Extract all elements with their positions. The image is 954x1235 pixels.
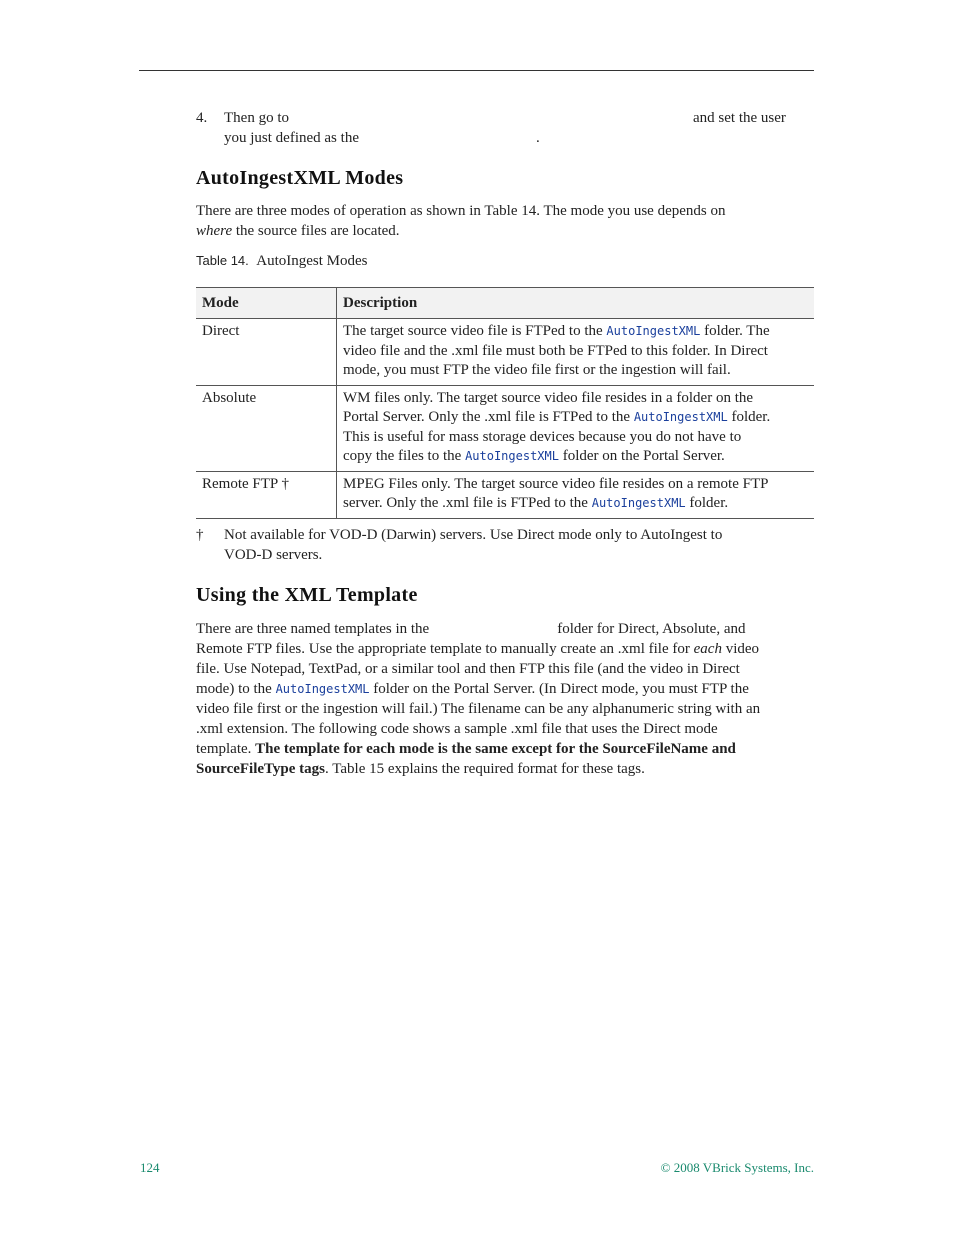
modes-intro — [196, 201, 816, 241]
paragraph-line — [196, 679, 816, 699]
code-folder-name: AutoIngestXML — [591, 496, 686, 510]
paragraph-line: .xml extension. The following code shows a sample .xml file that uses the Direct mode — [196, 721, 718, 737]
column-header-mode: Mode — [196, 288, 337, 319]
copyright: © 2008 VBrick Systems, Inc. — [660, 1160, 814, 1175]
description-cell — [337, 319, 815, 386]
paragraph-line — [196, 619, 816, 639]
text: Remote FTP files. Use the appropriate template to manually create an .xml file for — [196, 641, 694, 657]
text: folder. The — [700, 323, 770, 339]
step-line-1-end: and set the user — [693, 110, 786, 126]
footnote-line: Not available for VOD-D (Darwin) servers. Use Direct mode only to AutoIngest to — [224, 527, 723, 543]
step-text: Then go to — [224, 110, 289, 126]
bold-text: SourceFileType tags — [196, 761, 326, 777]
description-cell — [337, 471, 815, 518]
code-folder-name: AutoIngestXML — [633, 410, 728, 424]
modes-table — [196, 287, 814, 519]
text: folder for Direct, Absolute, and — [557, 621, 746, 637]
paragraph-line: video file first or the ingestion will fail.) The filename can be any alphanumeric string with an — [196, 701, 761, 717]
bold-text: The template for each mode is the same except for the SourceFileName and — [255, 741, 736, 757]
table-caption — [196, 251, 368, 271]
description-line: MPEG Files only. The target source video file resides on a remote FTP — [343, 475, 769, 492]
xml-template-paragraph — [196, 619, 816, 779]
description-line: video file and the .xml file must both be FTPed to this folder. In Direct — [343, 342, 768, 359]
paragraph-line: file. Use Notepad, TextPad, or a similar tool and then FTP this file (and the video in Direct — [196, 661, 740, 677]
text: template. — [196, 741, 256, 757]
intro-text: the source files are located. — [232, 223, 400, 239]
text: folder on the Portal Server. — [558, 448, 725, 464]
description-line — [343, 447, 808, 467]
table-caption-title: AutoIngest Modes — [256, 253, 368, 269]
description-line: mode, you must FTP the video file first or the ingestion will fail. — [343, 362, 731, 378]
page-number: 124 — [140, 1160, 160, 1175]
description-line — [343, 494, 808, 514]
step-line-2: you just defined as the — [224, 130, 359, 146]
section-heading-xml-template: Using the XML Template — [196, 584, 418, 606]
emphasis: each — [693, 641, 722, 657]
description-line: This is useful for mass storage devices because you do not have to — [343, 428, 742, 445]
code-folder-name: AutoIngestXML — [465, 449, 559, 463]
intro-line: There are three modes of operation as shown in Table 14. The mode you use depends on — [196, 203, 726, 219]
text: The target source video file is FTPed to the — [343, 323, 607, 339]
text: . Table 15 explains the required format for these tags. — [325, 761, 645, 777]
footnote-line: VOD-D servers. — [224, 547, 323, 563]
paragraph-line — [196, 639, 816, 659]
intro-line — [196, 221, 816, 241]
text: Portal Server. Only the .xml file is FTPed to the — [343, 409, 634, 425]
text: folder. — [727, 409, 771, 425]
table-row — [196, 385, 814, 471]
table-row — [196, 471, 814, 518]
code-folder-name: AutoIngestXML — [275, 682, 370, 696]
emphasis: where — [196, 223, 233, 239]
text: mode) to the — [196, 681, 276, 697]
header-rule — [139, 70, 814, 71]
mode-cell: Remote FTP † — [196, 471, 337, 518]
description-cell — [337, 385, 815, 471]
paragraph-line — [196, 759, 816, 779]
text: There are three named templates in the — [196, 621, 430, 637]
description-line — [343, 322, 808, 342]
description-line — [343, 408, 808, 428]
text: folder. — [685, 495, 729, 511]
text: copy the files to the — [343, 448, 466, 464]
section-heading-modes: AutoIngestXML Modes — [196, 167, 404, 189]
table-row — [196, 319, 814, 386]
code-folder-name: AutoIngestXML — [606, 324, 701, 338]
table-caption-label: Table 14. — [196, 253, 249, 268]
text: video — [721, 641, 760, 657]
text: server. Only the .xml file is FTPed to the — [343, 495, 592, 511]
mode-cell: Direct — [196, 319, 337, 386]
step-line-1 — [224, 108, 289, 128]
column-header-description: Description — [337, 288, 815, 319]
step-number: 4. — [196, 110, 208, 126]
dagger-symbol: † — [196, 527, 204, 543]
description-line: WM files only. The target source video file resides in a folder on the — [343, 389, 754, 406]
mode-cell: Absolute — [196, 385, 337, 471]
text: folder on the Portal Server. (In Direct mode, you must FTP the — [369, 681, 749, 697]
table-header-row — [196, 288, 814, 319]
step-line-2-end: . — [536, 130, 540, 146]
paragraph-line — [196, 739, 816, 759]
